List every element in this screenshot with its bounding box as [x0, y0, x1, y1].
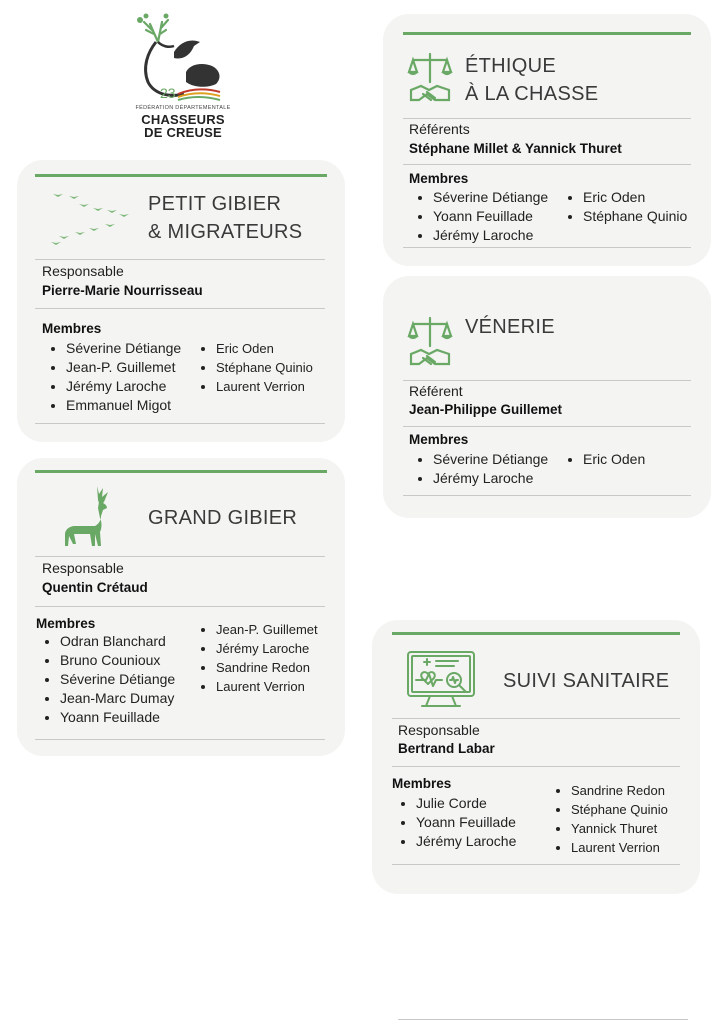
role-label: Référents: [409, 121, 470, 137]
responsable-name: Pierre-Marie Nourrisseau: [42, 283, 203, 298]
card-title: VÉNERIE: [465, 316, 555, 338]
footer-divider: [398, 1019, 688, 1020]
members-list-col1: [42, 339, 181, 415]
members-list-col2: [559, 450, 645, 469]
card-venerie: [383, 276, 711, 518]
separator: [35, 606, 325, 607]
separator: [392, 766, 680, 767]
members-label: Membres: [409, 171, 469, 186]
responsable-name: Bertrand Labar: [398, 741, 495, 756]
list-item: • Jérémy Laroche: [66, 377, 181, 396]
members-list-col1: [409, 188, 548, 245]
separator: [392, 864, 680, 865]
list-item: • Sandrine Redon: [216, 658, 318, 677]
card-title: SUIVI SANITAIRE: [503, 670, 670, 692]
separator: [35, 556, 325, 557]
card-title: GRAND GIBIER: [148, 507, 298, 529]
list-item: • Yoann Feuillade: [433, 207, 548, 226]
list-item: • Jérémy Laroche: [433, 469, 548, 488]
card-suivi-sanitaire: [372, 620, 700, 894]
list-item: • Yoann Feuillade: [416, 813, 516, 832]
list-item: • Jean-P. Guillemet: [216, 620, 318, 639]
list-item: • Laurent Verrion: [216, 677, 318, 696]
card-title-line1: ÉTHIQUE: [465, 55, 556, 77]
responsable-name: Quentin Crétaud: [42, 580, 148, 595]
logo-subtitle: FÉDÉRATION DÉPARTEMENTALE: [135, 105, 231, 111]
card-ethique: [383, 14, 711, 266]
card-title-line2: À LA CHASSE: [465, 83, 599, 105]
members-list-col1: [392, 794, 516, 851]
health-monitor-icon: [406, 650, 478, 710]
list-item: • Séverine Détiange: [66, 339, 181, 358]
list-item: • Yannick Thuret: [571, 819, 668, 838]
referent-name: Jean-Philippe Guillemet: [409, 402, 563, 417]
card-title-line1: PETIT GIBIER: [148, 193, 282, 215]
list-item: • Stéphane Quinio: [583, 207, 687, 226]
list-item: • Laurent Verrion: [571, 838, 668, 857]
separator: [35, 423, 325, 424]
members-label: Membres: [409, 432, 469, 447]
list-item: • Séverine Détiange: [433, 450, 548, 469]
scales-handshake-icon: [407, 50, 453, 108]
members-list-col1: [409, 450, 548, 488]
card-accent-line: [35, 470, 327, 473]
list-item: • Laurent Verrion: [216, 377, 313, 396]
separator: [403, 164, 691, 165]
card-petit-gibier: [17, 160, 345, 442]
list-item: • Jean-P. Guillemet: [66, 358, 181, 377]
separator: [35, 259, 325, 260]
logo-line2: DE CREUSE: [144, 125, 222, 140]
separator: [403, 380, 691, 381]
members-label: Membres: [42, 321, 102, 336]
role-label: Responsable: [42, 560, 124, 576]
list-item: • Eric Oden: [583, 188, 687, 207]
members-list-col2: [192, 339, 313, 396]
card-title: [465, 52, 598, 108]
list-item: • Eric Oden: [583, 450, 645, 469]
list-item: • Odran Blanchard: [60, 632, 175, 651]
card-title: [148, 190, 302, 246]
card-accent-line: [35, 174, 327, 177]
referents-names: Stéphane Millet & Yannick Thuret: [409, 141, 622, 156]
role-label: Responsable: [398, 722, 480, 738]
members-label: Membres: [36, 616, 96, 631]
list-item: • Séverine Détiange: [433, 188, 548, 207]
deer-bird-emblem-icon: [128, 12, 238, 107]
separator: [35, 308, 325, 309]
members-list-col2: [192, 620, 318, 696]
list-item: • Eric Oden: [216, 339, 313, 358]
members-list-col2: [559, 188, 687, 226]
list-item: • Jean-Marc Dumay: [60, 689, 175, 708]
birds-flock-icon: [49, 188, 131, 248]
list-item: • Jérémy Laroche: [416, 832, 516, 851]
card-accent-line: [392, 632, 680, 635]
role-label: Référent: [409, 383, 463, 399]
scales-handshake-icon: [407, 314, 453, 372]
list-item: • Stéphane Quinio: [216, 358, 313, 377]
members-list-col2: [547, 781, 668, 857]
list-item: • Emmanuel Migot: [66, 396, 181, 415]
separator: [403, 426, 691, 427]
list-item: • Séverine Détiange: [60, 670, 175, 689]
logo-line1: CHASSEURS: [141, 112, 225, 127]
list-item: • Stéphane Quinio: [571, 800, 668, 819]
list-item: • Sandrine Redon: [571, 781, 668, 800]
card-grand-gibier: [17, 458, 345, 756]
list-item: • Yoann Feuillade: [60, 708, 175, 727]
separator: [403, 247, 691, 248]
deer-icon: [63, 484, 119, 550]
members-label: Membres: [392, 776, 452, 791]
role-label: Responsable: [42, 263, 124, 279]
separator: [35, 739, 325, 740]
federation-logo: [128, 12, 238, 142]
list-item: • Bruno Counioux: [60, 651, 175, 670]
card-title-line2: & MIGRATEURS: [148, 221, 303, 243]
list-item: • Jérémy Laroche: [433, 226, 548, 245]
card-accent-line: [403, 32, 691, 35]
list-item: • Julie Corde: [416, 794, 516, 813]
members-list-col1: [36, 632, 175, 727]
separator: [403, 495, 691, 496]
list-item: • Jérémy Laroche: [216, 639, 318, 658]
separator: [403, 118, 691, 119]
separator: [392, 718, 680, 719]
logo-number: 23: [160, 85, 176, 101]
